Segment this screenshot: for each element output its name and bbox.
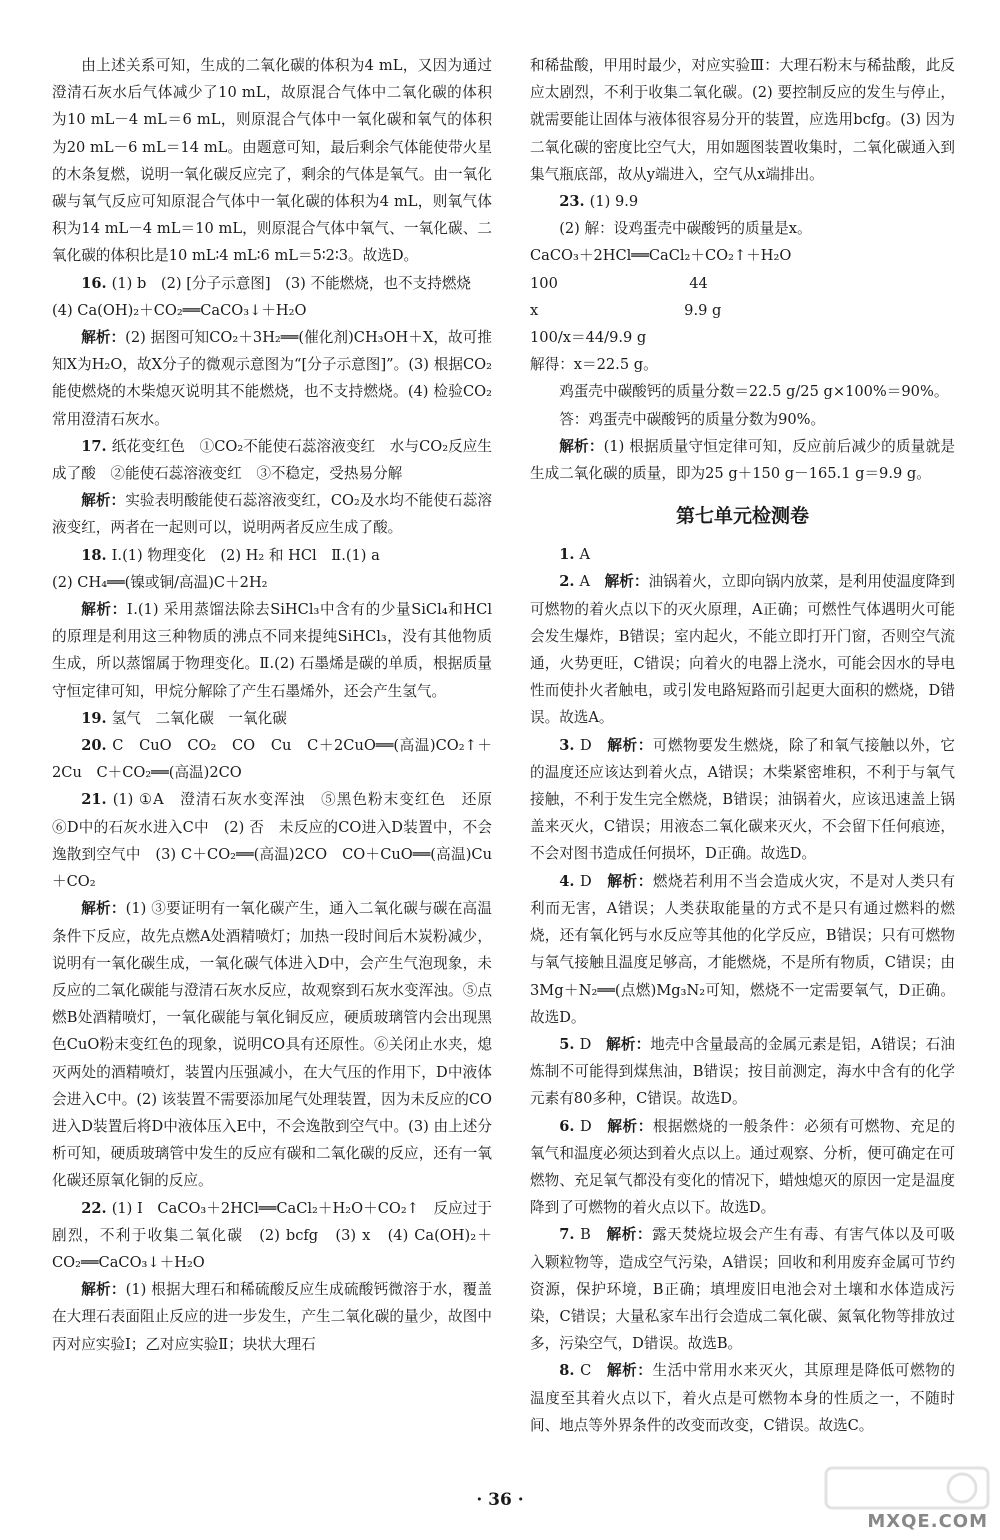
- answer-paragraph: [530, 351, 955, 378]
- answer-text: (4) Ca(OH)₂＋CO₂══CaCO₃↓＋H₂O: [52, 301, 307, 319]
- answer-text: CaCO₃＋2HCl══CaCl₂＋CO₂↑＋H₂O: [530, 247, 792, 265]
- analysis-text: 生活中常用水来灭火，其原理是降低可燃物的温度至其着火点以下，着火点是可燃物本身的性质之一，不随时间、地点等外界条件的改变而改变，C错误。故选C。: [530, 1362, 955, 1434]
- answer-item: [530, 732, 955, 868]
- answer-text: (1) 根据质量守恒定律可知，反应前后减少的质量就是生成二氧化碳的质量，即为25 g＋150 g－165.1 g＝9.9 g。: [530, 437, 955, 483]
- answer-paragraph: [530, 270, 955, 297]
- answer-paragraph: [530, 242, 955, 269]
- answer-text: B: [580, 1226, 607, 1244]
- answer-text: A: [579, 573, 605, 591]
- answer-text: 鸡蛋壳中碳酸钙的质量分数＝22.5 g/25 g×100%＝90%。: [559, 383, 949, 401]
- question-number: 16.: [81, 274, 112, 292]
- answer-text: (1) 9.9: [589, 193, 639, 211]
- answer-text: (2) 据图可知CO₂＋3H₂══(催化剂)CH₃OH＋X，故可推知X为H₂O，故X分子的微观示意图为“[分子示意图]”。(3) 根据CO₂能使燃烧的木柴熄灭说明其不能燃烧，也不支持燃烧。(4) 检验CO₂常用澄清石灰水。: [52, 329, 492, 428]
- answer-text: C: [580, 1362, 607, 1380]
- answer-item: [52, 705, 492, 732]
- analysis-label: 解析：: [81, 900, 126, 918]
- analysis-label: 解析：: [607, 872, 653, 890]
- answer-item: [52, 433, 492, 487]
- answer-item: [52, 270, 492, 297]
- answer-text: (1) 根据大理石和稀硫酸反应生成硫酸钙微溶于水，覆盖在大理石表面阻止反应的进一步发生，产生二氧化碳的量少，故图中丙对应实验Ⅰ；乙对应实验Ⅱ；块状大理石: [52, 1281, 492, 1353]
- answer-item: [530, 541, 955, 568]
- left-column: [52, 52, 507, 1358]
- analysis-text: 燃烧若利用不当会造成火灾，不是对人类只有利而无害，A错误；人类获取能量的方式不是只有通过燃料的燃烧，还有氧化钙与水反应等其他的化学反应，B错误；只有可燃物与氧气接触且温度足够高，才能燃烧，不是所有物质，C错误；由3Mg＋N₂══(点燃)Mg₃N₂可知，燃烧不一定需要氧气，D正确。故选D。: [530, 872, 955, 1026]
- answer-text: 由上述关系可知，生成的二氧化碳的体积为4 mL，又因为通过澄清石灰水后气体减少了10 mL，故原混合气体中二氧化碳的体积为10 mL－4 mL＝6 mL，则原混合气体中一氧化碳和氧气的体积为20 mL－6 mL＝14 mL。由题意可知，最后剩余气体能使带火星的木条复燃，说明一氧化碳反应完了，剩余的气体是氧气。由一氧化碳与氧气反应可知原混合气体中一氧化碳的体积为4 mL，则氧气体积为14 mL－4 mL＝10 mL，则原混合气体中氧气、一氧化碳、二氧化碳的体积比是10 mL∶4 mL∶6 mL＝5∶2∶3。故选D。: [52, 57, 492, 265]
- answer-text: 和稀盐酸，甲用时最少，对应实验Ⅲ：大理石粉末与稀盐酸，此反应太剧烈，不利于收集二氧化碳。(2) 要控制反应的发生与停止，就需要能让固体与液体很容易分开的装置，应选用bcfg。(3) 因为二氧化碳的密度比空气大，用如题图装置收集时，二氧化碳通入到集气瓶底部，故从y端进入，空气从x端排出。: [530, 57, 955, 183]
- watermark-text: MXQE.COM: [867, 1511, 988, 1532]
- question-number: 22.: [81, 1199, 112, 1217]
- analysis-label: 解析：: [606, 1362, 653, 1380]
- answer-text: 解得：x＝22.5 g。: [530, 356, 658, 374]
- unit-heading: 第七单元检测卷: [675, 505, 809, 528]
- question-number: 8.: [559, 1362, 581, 1380]
- answer-paragraph: [530, 406, 955, 433]
- answer-text: Ⅰ.(1) 物理变化 (2) H₂ 和 HCl Ⅱ.(1) a: [111, 546, 380, 564]
- answer-item: [530, 1221, 955, 1357]
- question-number: 2.: [559, 573, 580, 591]
- answer-item: [52, 786, 507, 895]
- analysis-text: 根据燃烧的一般条件：必须有可燃物、充足的氧气和温度必须达到着火点以上。通过观察、分析，便可确定在可燃物、充足氧气都没有变化的情况下，蜡烛熄灭的原因一定是温度降到了可燃物的着火点以下。故选D。: [530, 1117, 955, 1217]
- answer-text: (2) CH₄══(镍或铜/高温)C＋2H₂: [52, 573, 268, 591]
- answer-paragraph: [52, 596, 492, 705]
- answer-item: [530, 1031, 955, 1113]
- analysis-text: 油锅着火，立即向锅内放菜，是利用使温度降到可燃物的着火点以下的灭火原理，A正确；可燃性气体遇明火可能会发生爆炸，B错误；室内起火，不能立即打开门窗，否则空气流通，火势更旺，C错误；向着火的电器上浇水，可能会因水的导电性而使扑火者触电，或引发电路短路而引起更大面积的燃烧，D错误。故选A。: [530, 573, 955, 727]
- analysis-label: 解析：: [81, 329, 126, 347]
- answer-item: [530, 568, 955, 731]
- answer-text: 100/x＝44/9.9 g: [530, 329, 647, 347]
- answer-item: [530, 188, 955, 215]
- answer-text: (2) 解：设鸡蛋壳中碳酸钙的质量是x。: [559, 220, 812, 238]
- answer-item: [530, 868, 955, 1031]
- analysis-label: 解析：: [604, 573, 649, 591]
- analysis-label: 解析：: [607, 1117, 653, 1135]
- analysis-label: 解析：: [606, 1035, 651, 1053]
- analysis-label: 解析：: [607, 736, 653, 754]
- analysis-text: 露天焚烧垃圾会产生有毒、有害气体以及可吸入颗粒物等，造成空气污染，A错误；回收和利用废弃金属可节约资源，保护环境，B正确；填埋废旧电池会对土壤和水体造成污染，C错误；大量私家车出行会造成二氧化碳、氮氧化物等排放过多，污染空气，D错误。故选B。: [530, 1226, 955, 1353]
- answer-text: (1) ③要证明有一氧化碳产生，通入二氧化碳与碳在高温条件下反应，故先点燃A处酒精喷灯；加热一段时间后木炭粉减少，说明有一氧化碳生成，一氧化碳气体进入D中，会产生气泡现象，未反应的二氧化碳能与澄清石灰水反应，故观察到石灰水变浑浊。⑤点燃B处酒精喷灯，一氧化碳能与氧化铜反应，硬质玻璃管内会出现黑色CuO粉末变红色的现象，说明CO具有还原性。⑥关闭止水夹，熄灭两处的酒精喷灯，装置内压强减小，在大气压的作用下，D中液体会进入C中。(2) 该装置不需要添加尾气处理装置，因为未反应的CO进入D装置后将D中液体压入E中，不会逸散到空气中。(3) 由上述分析可知，硬质玻璃管中发生的反应有碳和二氧化碳的反应，还有一氧化碳还原氧化铜的反应。: [52, 900, 492, 1190]
- answer-paragraph: [52, 324, 492, 433]
- answer-text: 氢气 二氧化碳 一氧化碳: [111, 709, 287, 727]
- answer-text: D: [580, 736, 608, 754]
- answer-paragraph: [52, 487, 492, 541]
- right-column: [530, 52, 955, 1439]
- answer-text: 答：鸡蛋壳中碳酸钙的质量分数为90%。: [559, 410, 826, 428]
- question-number: 3.: [559, 736, 581, 754]
- answer-item: [530, 1113, 955, 1222]
- question-number: 23.: [559, 193, 590, 211]
- answer-text: C CuO CO₂ CO Cu C＋2CuO══(高温)CO₂↑＋2Cu C＋CO₂══(高温)2CO: [52, 737, 492, 782]
- question-number: 4.: [559, 872, 581, 890]
- analysis-text: 可燃物要发生燃烧，除了和氧气接触以外，它的温度还应该达到着火点，A错误；木柴紧密堆积，不利于与氧气接触，不利于发生完全燃烧，B错误；油锅着火，应该迅速盖上锅盖来灭火，C错误；用液态二氧化碳来灭火，不会留下任何痕迹，不会对图书造成任何损坏，D正确。故选D。: [530, 736, 955, 863]
- answer-item: [52, 1195, 492, 1277]
- answer-text: (1) ①A 澄清石灰水变浑浊 ⑤黑色粉末变红色 还原 ⑥D中的石灰水进入C中 (2) 否 未反应的CO进入D装置中，不会逸散到空气中 (3) C＋CO₂══(高温)2CO CO＋CuO══(高温)Cu＋CO₂: [52, 791, 507, 891]
- analysis-text: 地壳中含量最高的金属元素是铝，A错误；石油炼制不可能得到煤焦油，B错误；按目前测定，海水中含有的化学元素有80多种，C错误。故选D。: [530, 1035, 955, 1108]
- analysis-label: 解析：: [606, 1226, 653, 1244]
- question-number: 20.: [81, 737, 113, 755]
- answer-paragraph: [530, 433, 955, 487]
- answer-item: [52, 732, 492, 786]
- answer-text: Ⅰ.(1) 采用蒸馏法除去SiHCl₃中含有的少量SiCl₄和HCl的原理是利用这三种物质的沸点不同来提纯SiHCl₃，没有其他物质生成，所以蒸馏属于物理变化。Ⅱ.(2) 石墨烯是碳的单质，根据质量守恒定律可知，甲烷分解除了产生石墨烯外，还会产生氢气。: [52, 601, 492, 700]
- answer-text: A: [579, 546, 591, 564]
- answer-paragraph: [530, 378, 955, 405]
- answer-paragraph: [52, 52, 492, 270]
- answer-text: (1) b (2) [分子示意图] (3) 不能燃烧，也不支持燃烧: [111, 274, 472, 292]
- answer-paragraph: [52, 569, 492, 596]
- answer-text: 纸花变红色 ①CO₂不能使石蕊溶液变红 水与CO₂反应生成了酸 ②能使石蕊溶液变红 ③不稳定，受热易分解: [52, 437, 492, 483]
- answer-item: [530, 1357, 955, 1439]
- page-number: · 36 ·: [476, 1490, 524, 1510]
- answer-item: [52, 542, 492, 569]
- answer-paragraph: [530, 297, 955, 324]
- analysis-label: 解析：: [81, 1281, 126, 1299]
- analysis-label: 解析：: [81, 601, 127, 619]
- answer-text: D: [579, 1035, 607, 1053]
- answer-paragraph: [530, 324, 955, 351]
- question-number: 19.: [81, 709, 112, 727]
- answer-paragraph: [52, 1276, 492, 1358]
- answer-text: D: [580, 872, 608, 890]
- question-number: 1.: [559, 546, 580, 564]
- answer-paragraph: [52, 297, 492, 324]
- answer-paragraph: [52, 895, 492, 1194]
- answer-text: D: [580, 1117, 608, 1135]
- answer-paragraph: [530, 52, 955, 188]
- question-number: 18.: [81, 546, 112, 564]
- question-number: 17.: [81, 437, 112, 455]
- analysis-label: 解析：: [81, 492, 126, 510]
- answer-text: (1) Ⅰ CaCO₃＋2HCl══CaCl₂＋H₂O＋CO₂↑ 反应过于剧烈，不利于收集二氧化碳 (2) bcfg (3) x (4) Ca(OH)₂＋CO₂══CaCO₃↓＋H₂O: [52, 1199, 492, 1271]
- question-number: 5.: [559, 1035, 580, 1053]
- question-number: 7.: [559, 1226, 581, 1244]
- answer-text: 实验表明酸能使石蕊溶液变红，CO₂及水均不能使石蕊溶液变红，两者在一起则可以，说明两者反应生成了酸。: [52, 492, 492, 537]
- analysis-label: 解析：: [559, 437, 604, 455]
- answer-paragraph: [530, 215, 955, 242]
- question-number: 21.: [81, 791, 113, 809]
- question-number: 6.: [559, 1117, 581, 1135]
- answer-text: x 9.9 g: [530, 301, 722, 319]
- answer-text: 100 44: [530, 274, 708, 292]
